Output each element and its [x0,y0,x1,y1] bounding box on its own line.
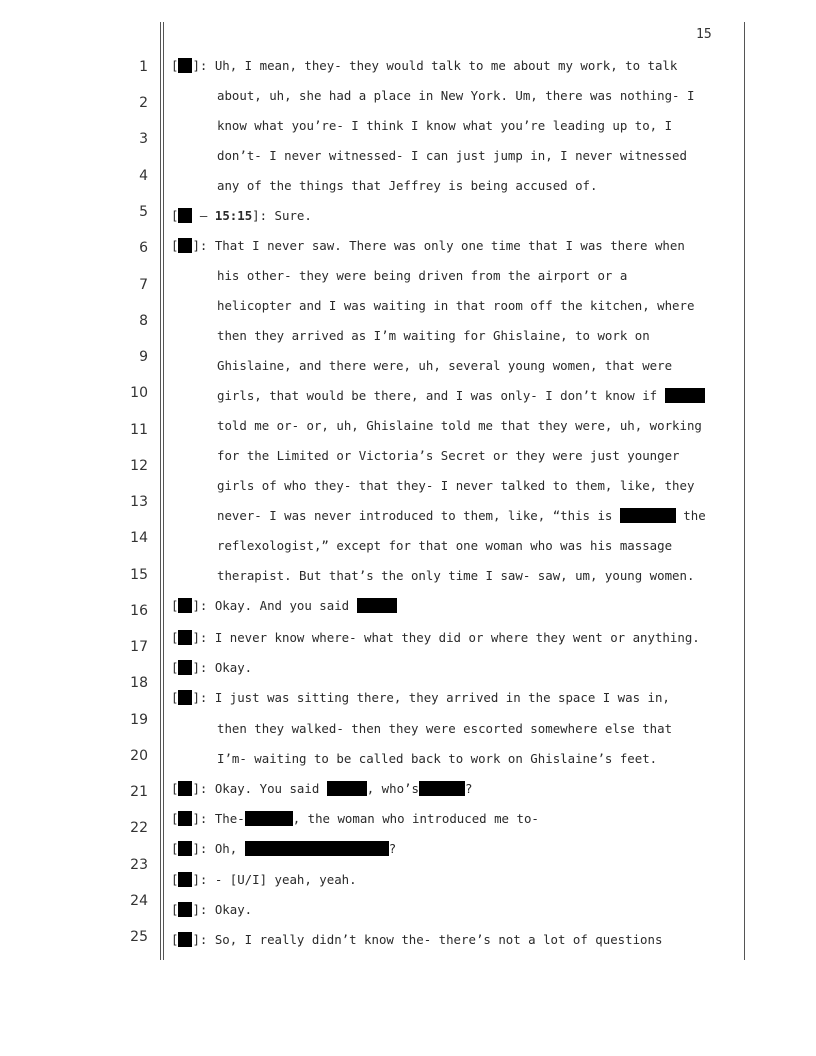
redaction-bar [178,208,192,223]
line-number: 9 [139,349,148,365]
line-number: 3 [139,131,148,147]
line-number: 19 [130,712,148,728]
transcript-line: [ ]: Oh, ? [171,841,397,856]
redaction-bar [245,841,389,856]
transcript-line: told me or- or, uh, Ghislaine told me that they were, uh, working [217,418,702,433]
line-number: 8 [139,313,148,329]
line-number: 14 [130,530,148,546]
page-number: 15 [696,27,712,42]
redaction-bar [178,781,192,796]
line-number: 12 [130,458,148,474]
transcript-line: then they arrived as I’m waiting for Ghislaine, to work on [217,328,650,343]
transcript-line: [ ]: The- , the woman who introduced me to- [171,811,539,826]
line-number: 13 [130,494,148,510]
transcript-line: reflexologist,” except for that one woman who was his massage [217,538,673,553]
redaction-bar [178,932,192,947]
transcript-line: [ ]: So, I really didn’t know the- there’s not a lot of questions [171,932,663,947]
redaction-bar [665,388,705,403]
line-number: 22 [130,820,148,836]
transcript-line: girls of who they- that they- I never talked to them, like, they [217,478,695,493]
transcript-line: don’t- I never witnessed- I can just jump in, I never witnessed [217,148,687,163]
line-number: 24 [130,893,148,909]
redaction-bar [357,598,397,613]
transcript-line: [ ]: That I never saw. There was only one time that I was there when [171,238,685,253]
line-number: 10 [130,385,148,401]
line-number: 25 [130,929,148,945]
line-number: 16 [130,603,148,619]
redaction-bar [178,630,192,645]
line-number: 11 [130,422,148,438]
transcript-line: never- I was never introduced to them, like, “this is the [217,508,706,523]
line-number: 15 [130,567,148,583]
timestamp: 15:15 [214,208,253,223]
line-number: 17 [130,639,148,655]
transcript-line: [ ]: Uh, I mean, they- they would talk to me about my work, to talk [171,58,678,73]
line-number: 5 [139,204,148,220]
transcript-line: for the Limited or Victoria’s Secret or they were just younger [217,448,680,463]
redaction-bar [178,811,192,826]
transcript-line: [ ]: I never know where- what they did or where they went or anything. [171,630,700,645]
redaction-bar [178,238,192,253]
transcript-line: [ ]: Okay. [171,902,253,917]
right-margin-rule [744,22,745,960]
transcript-line: about, uh, she had a place in New York. Um, there was nothing- I [217,88,695,103]
line-number: 1 [139,59,148,75]
left-margin-rule [160,22,161,960]
line-number: 4 [139,168,148,184]
redaction-bar [419,781,465,796]
transcript-line: [ ]: Okay. [171,660,253,675]
transcript-line: any of the things that Jeffrey is being accused of. [217,178,598,193]
transcript-line: [ ]: Okay. You said , who’s ? [171,781,473,796]
redaction-bar [245,811,293,826]
line-number: 21 [130,784,148,800]
transcript-line: therapist. But that’s the only time I saw- saw, um, young women. [217,568,695,583]
redaction-bar [178,841,192,856]
transcript-line: [ ]: I just was sitting there, they arrived in the space I was in, [171,690,670,705]
transcript-line: [ ]: Okay. And you said [171,598,397,614]
line-number: 18 [130,675,148,691]
redaction-bar [178,872,192,887]
left-margin-rule-inner [163,22,164,960]
transcript-line: girls, that would be there, and I was only- I don’t know if [217,388,705,404]
line-number: 7 [139,277,148,293]
redaction-bar [178,902,192,917]
transcript-line: [ – 15:15]: Sure. [171,208,312,223]
transcript-line: [ ]: - [U/I] yeah, yeah. [171,872,357,887]
transcript-line: his other- they were being driven from the airport or a [217,268,628,283]
line-number: 20 [130,748,148,764]
redaction-bar [178,660,192,675]
transcript-line: Ghislaine, and there were, uh, several young women, that were [217,358,673,373]
line-number: 2 [139,95,148,111]
transcript-line: helicopter and I was waiting in that room off the kitchen, where [217,298,695,313]
line-number: 23 [130,857,148,873]
redaction-bar [620,508,676,523]
redaction-bar [178,690,192,705]
transcript-line: know what you’re- I think I know what you’re leading up to, I [217,118,673,133]
redaction-bar [178,598,192,613]
line-number: 6 [139,240,148,256]
transcript-line: I’m- waiting to be called back to work on Ghislaine’s feet. [217,751,658,766]
transcript-line: then they walked- then they were escorted somewhere else that [217,721,673,736]
redaction-bar [178,58,192,73]
redaction-bar [327,781,367,796]
